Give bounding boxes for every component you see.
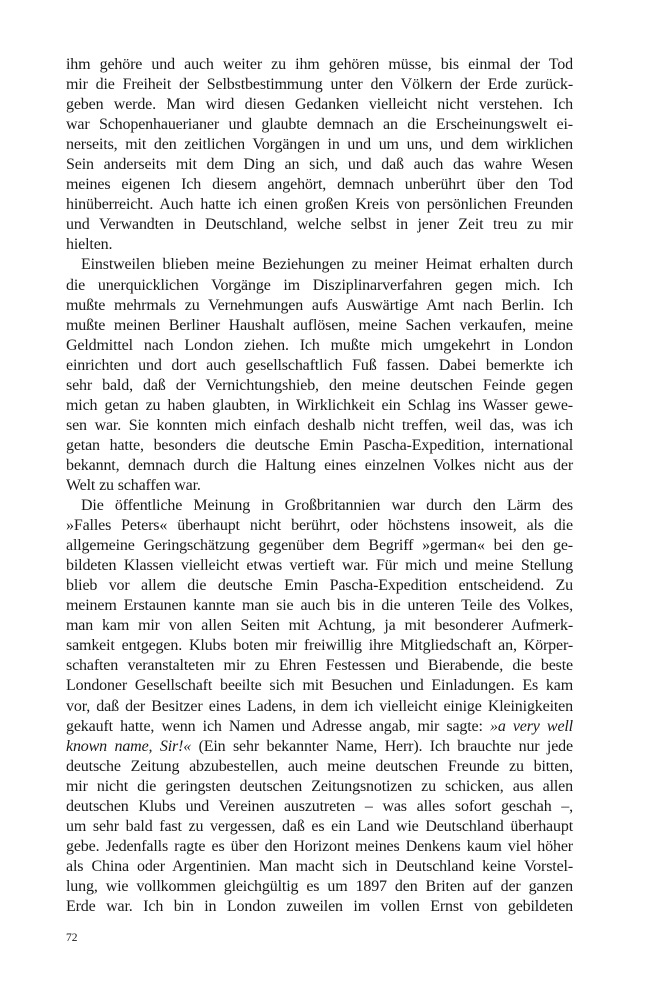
text-line (66, 95, 573, 115)
text-line (66, 436, 573, 456)
text-line (66, 897, 573, 917)
text-line (66, 857, 573, 877)
text-line (66, 155, 573, 175)
italic-text: »a very well (489, 717, 573, 735)
text-line (66, 877, 573, 897)
line-text: deutschen Klubs und Vereinen auszutreten – was alles sofort geschah –, (66, 797, 573, 815)
line-text: um sehr bald fast zu vergessen, daß es ein Land wie Deutschland überhaupt (66, 817, 573, 835)
text-line (66, 115, 573, 135)
text-line (66, 296, 573, 316)
italic-text: known name, Sir!« (66, 737, 192, 755)
page-body (66, 55, 573, 917)
text-line (66, 416, 573, 436)
text-line (66, 255, 573, 275)
line-text: mußte mehrmals zu Vernehmungen aufs Auswärtige Amt nach Berlin. Ich (66, 296, 573, 314)
text-line (66, 797, 573, 817)
line-text: nerseits, mit den zeitlichen Vorgängen in und um uns, und dem wirklichen (66, 136, 573, 154)
line-text: Erde war. Ich bin in London zuweilen im vollen Ernst von gebildeten (66, 897, 573, 915)
text-line (66, 837, 573, 857)
text-line (66, 75, 573, 95)
line-text: gekauft hatte, wenn ich Namen und Adresse angab, mir sagte: (66, 717, 490, 735)
text-line (66, 55, 573, 75)
line-text: Sein anderseits mit dem Ding an sich, und daß auch das wahre Wesen (66, 156, 573, 174)
line-text: vor, daß der Besitzer eines Ladens, in dem ich vielleicht einige Kleinigkeiten (66, 697, 573, 715)
text-line (66, 636, 573, 656)
line-text: gebe. Jedenfalls ragte es über den Horizont meines Denkens kaum viel höher (66, 837, 573, 855)
text-line (66, 195, 573, 215)
line-text: mich getan zu haben glaubten, in Wirklichkeit ein Schlag ins Wasser gewe- (66, 396, 573, 414)
line-text: Geldmittel nach London ziehen. Ich mußte mich umgekehrt in London (66, 336, 573, 354)
text-line (66, 276, 573, 296)
text-line (66, 656, 573, 676)
text-line (66, 697, 573, 717)
text-line (66, 616, 573, 636)
line-text: »Falles Peters« überhaupt nicht berührt, oder höchstens insoweit, als die (66, 517, 573, 535)
line-text: hinüberreicht. Auch hatte ich einen großen Kreis von persönlichen Freunden (66, 196, 573, 214)
text-line (66, 456, 573, 476)
line-text: getan hatte, besonders die deutsche Emin Pascha-Expedition, international (66, 436, 573, 454)
line-text: deutsche Zeitung abzubestellen, auch meine deutschen Freunde zu bitten, (66, 757, 573, 775)
text-line (66, 496, 573, 516)
line-text: bildeten Klassen vielleicht etwas vertieft war. Für mich und meine Stellung (66, 557, 573, 575)
line-text: war Schopenhauerianer und glaubte demnach an die Erscheinungswelt ei- (66, 116, 573, 134)
text-line (66, 135, 573, 155)
text-line (66, 676, 573, 696)
line-text: (Ein sehr bekannter Name, Herr). Ich brauchte nur jede (191, 737, 573, 755)
text-line (66, 556, 573, 576)
line-text: die unerquicklichen Vorgänge im Disziplinarverfahren gegen mich. Ich (66, 276, 573, 294)
line-text: meinem Erstaunen kannte man sie auch bis in die unteren Teile des Volkes, (66, 597, 573, 615)
line-text: Welt zu schaffen war. (66, 476, 201, 494)
line-text: sen war. Sie konnten mich einfach deshalb nicht treffen, weil das, was ich (66, 416, 573, 434)
text-line (66, 316, 573, 336)
line-text: Einstweilen blieben meine Beziehungen zu meiner Heimat erhalten durch (81, 256, 573, 274)
text-line (66, 777, 573, 797)
text-line (66, 536, 573, 556)
text-line (66, 596, 573, 616)
line-text: schaften veranstalteten mir zu Ehren Festessen und Bierabende, die beste (66, 657, 573, 675)
text-line (66, 516, 573, 536)
line-text: Die öffentliche Meinung in Großbritannien war durch den Lärm des (81, 497, 573, 515)
line-text: bekannt, demnach durch die Haltung eines einzelnen Volkes nicht aus der (66, 456, 573, 474)
line-text: lung, wie vollkommen gleichgültig es um 1897 den Briten auf der ganzen (66, 877, 573, 895)
line-text: als China oder Argentinien. Man macht sich in Deutschland keine Vorstel- (66, 857, 573, 875)
line-text: einrichten und dort auch gesellschaftlich Fuß fassen. Dabei bemerkte ich (66, 356, 573, 374)
line-text: und Verwandten in Deutschland, welche selbst in jener Zeit treu zu mir (66, 216, 573, 234)
text-line (66, 817, 573, 837)
text-line (66, 376, 573, 396)
line-text: Londoner Gesellschaft beeilte sich mit Besuchen und Einladungen. Es kam (66, 677, 573, 695)
text-line (66, 215, 573, 235)
line-text: geben werde. Man wird diesen Gedanken vielleicht nicht verstehen. Ich (66, 96, 573, 114)
line-text: meines eigenen Ich diesem angehört, demnach unberührt über den Tod (66, 176, 573, 194)
line-text: ihm gehöre und auch weiter zu ihm gehören müsse, bis einmal der Tod (66, 56, 573, 73)
line-text: mir die Freiheit der Selbstbestimmung unter den Völkern der Erde zurück- (66, 76, 573, 94)
text-line (66, 576, 573, 596)
line-text: hielten. (66, 236, 113, 254)
line-text: man kam mir von allen Seiten mit Achtung, ja mit besonderer Aufmerk- (66, 617, 573, 635)
text-line (66, 737, 573, 757)
line-text: blieb vor allem die deutsche Emin Pascha-Expedition entscheidend. Zu (66, 577, 573, 595)
line-text: mir nicht die geringsten deutschen Zeitungsnotizen zu schicken, aus allen (66, 777, 573, 795)
text-line (66, 175, 573, 195)
line-text: sehr bald, daß der Vernichtungshieb, den meine deutschen Feinde gegen (66, 376, 573, 394)
line-text: mußte meinen Berliner Haushalt auflösen, meine Sachen verkaufen, meine (66, 316, 573, 334)
line-text: allgemeine Geringschätzung gegenüber dem Begriff »german« bei den ge- (66, 537, 573, 555)
page-number: 72 (66, 932, 78, 944)
text-line (66, 336, 573, 356)
text-line (66, 396, 573, 416)
text-line (66, 356, 573, 376)
text-line (66, 717, 573, 737)
line-text: samkeit entgegen. Klubs boten mir freiwillig ihre Mitgliedschaft an, Körper- (66, 637, 573, 655)
text-line (66, 757, 573, 777)
